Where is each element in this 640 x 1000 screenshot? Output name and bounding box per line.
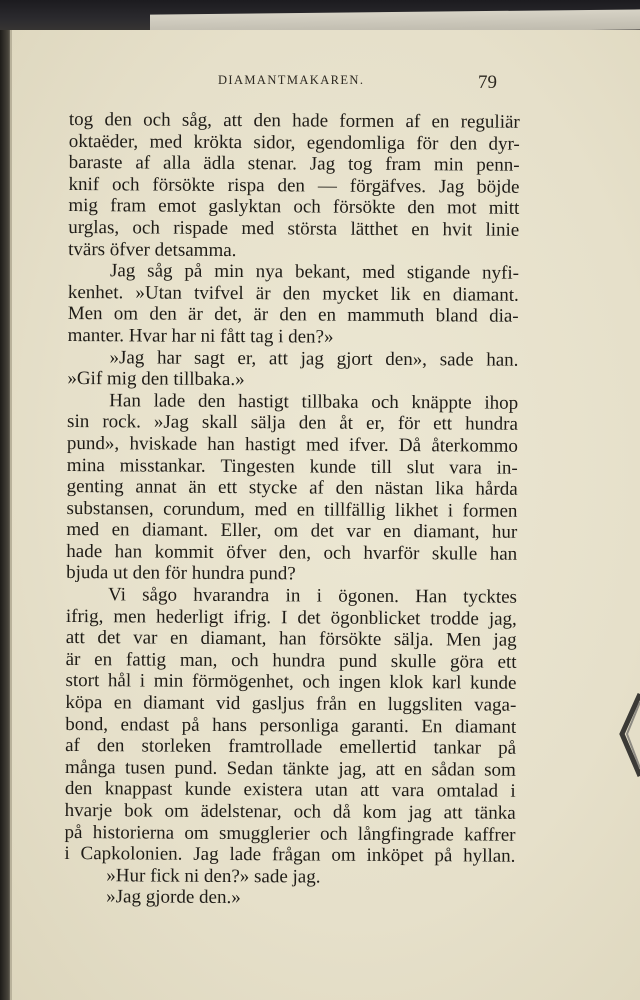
text-line: mig fram emot gaslyktan och försökte den mot mitt	[68, 195, 520, 220]
text-line: tvärs öfver detsamma.	[68, 238, 237, 261]
text-line: Jag såg på min nya bekant, med stigande nyfi-	[109, 260, 520, 284]
text-line: tog den och såg, att den hade formen af en reguliär	[68, 109, 520, 133]
body-text	[64, 109, 520, 911]
text-line: manter. Hvar har ni fått tag i den?»	[67, 324, 334, 348]
text-line: stort hål i min förmögenhet, och ingen klok karl kunde	[65, 670, 517, 695]
text-line: »Gif mig den tillbaka.»	[67, 368, 245, 391]
text-line: Vi sågo hvarandra in i ögonen. Han tycktes	[107, 584, 518, 608]
page-clip-icon	[618, 690, 640, 780]
text-line: att det var en diamant, han försökte sälja. Men jag	[65, 627, 517, 651]
text-line: baraste af alla ädla stenar. Jag tog fram min penn-	[68, 152, 520, 176]
running-head: DIAMANTMAKAREN.	[218, 73, 365, 87]
text-line: genting annat än ett stycke af den nästan lika hårda	[66, 476, 518, 500]
text-line: hvarje bok om ädelstenar, och då kom jag att tänka	[64, 799, 516, 824]
text-line: köpa en diamant vid gasljus från en luggsliten vaga-	[65, 692, 517, 716]
text-line: substansen, corundum, med en tillfällig likhet i formen	[66, 497, 518, 522]
text-line: pund», hviskade han hastigt med ifver. Då återkommo	[66, 432, 518, 457]
text-line: »Jag gjorde den.»	[106, 886, 241, 909]
text-line: många tusen pund. Sedan tänkte jag, att en sådan som	[64, 756, 516, 781]
page-number: 79	[478, 72, 497, 93]
text-line: hade han kommit öfver den, och hvarför skulle han	[66, 540, 518, 565]
text-line: af den storleken framtrollade emellertid tankar på	[65, 735, 517, 759]
text-line: »Jag har sagt er, att jag gjort den», sade han.	[109, 346, 519, 371]
text-line: är en fattig man, och hundra pund skulle göra ett	[65, 648, 517, 673]
text-line: urglas, och rispade med största lätthet en hvit linie	[68, 216, 520, 241]
text-line: den knappast kunde existera utan att vara omtalad i	[64, 778, 516, 803]
text-line: mina misstankar. Tingesten kunde till slut vara in-	[66, 454, 518, 479]
text-line: Men om den är det, är den en mammuth bland dia-	[67, 303, 519, 328]
text-line: bond, endast på hans personliga garanti. En diamant	[65, 713, 517, 738]
text-line: sin rock. »Jag skall sälja den åt er, för ett hundra	[67, 411, 519, 436]
text-line: på historierna om smugglerier och långfingrade kaffrer	[64, 821, 516, 846]
text-line: »Hur fick ni den?» sade jag.	[106, 865, 321, 888]
text-line: kenhet. »Utan tvifvel är den mycket lik en diamant.	[67, 281, 519, 306]
text-line: i Capkolonien. Jag lade frågan om inköpet på hyllan.	[64, 843, 516, 867]
text-line: oktaëder, med krökta sidor, egendomliga för den dyr-	[68, 130, 520, 155]
text-line: med en diamant. Eller, om det var en diamant, hur	[66, 519, 518, 544]
text-line: Han lade den hastigt tillbaka och knäppte ihop	[109, 389, 519, 414]
text-line: bjuda ut den för hundra pund?	[66, 562, 296, 585]
text-line: ifrig, men hederligt ifrig. I det ögonblicket trodde jag,	[65, 605, 517, 630]
text-line: knif och försökte rispa den — förgäfves. Jag böjde	[68, 173, 520, 198]
